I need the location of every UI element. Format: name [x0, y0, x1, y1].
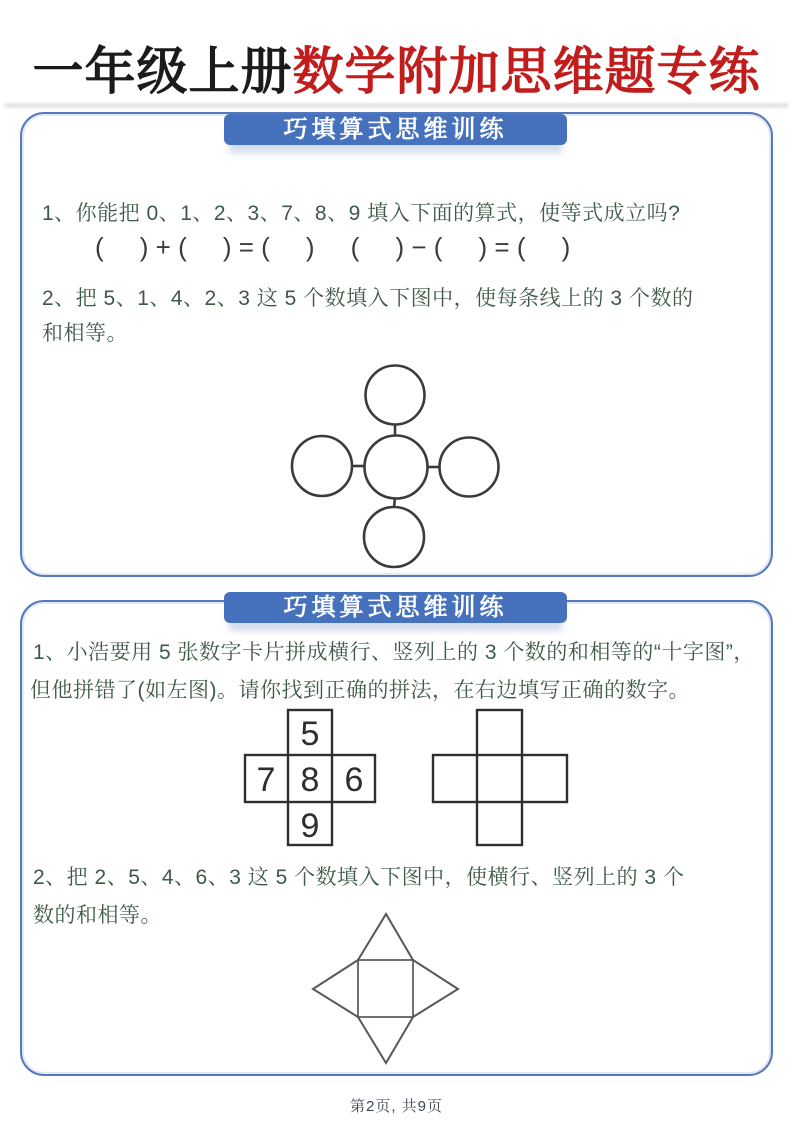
title-underline-smudge: [4, 103, 789, 108]
left-grid-middle-left-number: 7: [256, 761, 276, 799]
section-1-question-2-line-1: 2、把 5、1、4、2、3 这 5 个数填入下图中，使每条线上的 3 个数的: [42, 287, 694, 310]
star-bottom-triangle: [358, 1017, 413, 1063]
left-grid-bottom-number: 9: [300, 807, 320, 845]
title-grade: 一年级上册: [32, 43, 293, 100]
section-1-header: [224, 114, 567, 145]
circle-top-blank: [366, 366, 425, 425]
circle-bottom-blank: [364, 507, 424, 567]
star-square-diagram: [300, 910, 470, 1068]
section-2-question-2-line-1: 2、把 2、5、4、6、3 这 5 个数填入下图中，使横行、竖列上的 3 个: [33, 866, 685, 889]
title-subject: 数学附加思维题专练: [292, 43, 761, 100]
right-grid-row: [433, 755, 567, 802]
section-2-question-2-line-2: 数的和相等。: [33, 904, 162, 927]
star-right-triangle: [413, 960, 458, 1017]
right-grid-column: [477, 710, 522, 845]
section-2-header-label: 巧填算式思维训练: [283, 594, 508, 621]
circles-cross-diagram: [280, 358, 510, 573]
section-1-equation-blanks: ( ) + ( ) = ( ) ( ) − ( ) = ( ): [95, 232, 571, 262]
left-grid-top-number: 5: [300, 715, 320, 753]
circle-center-blank: [365, 436, 428, 499]
star-left-triangle: [313, 960, 358, 1017]
left-grid-middle-center-number: 8: [300, 761, 320, 799]
section-2-question-1-line-2: 但他拼错了(如左图)。请你找到正确的拼法，在右边填写正确的数字。: [30, 679, 690, 702]
section-2-question-1-line-1: 1、小浩要用 5 张数字卡片拼成横行、竖列上的 3 个数的和相等的“十字图”，: [33, 641, 755, 664]
star-top-triangle: [358, 914, 413, 960]
section-1-question-1: 1、你能把 0、1、2、3、7、8、9 填入下面的算式，使等式成立吗?: [42, 202, 681, 225]
section-2-header: [224, 592, 567, 623]
section-1-header-label: 巧填算式思维训练: [283, 116, 508, 143]
left-grid-middle-right-number: 6: [344, 761, 364, 799]
page-title: [0, 30, 793, 104]
circle-right-blank: [440, 438, 499, 497]
circle-left-blank: [292, 436, 352, 496]
cross-grids-diagram: [240, 705, 575, 850]
page-footer: 第2页, 共9页: [349, 1098, 444, 1115]
star-center-square: [358, 960, 413, 1017]
section-1-question-2-line-2: 和相等。: [42, 322, 128, 345]
